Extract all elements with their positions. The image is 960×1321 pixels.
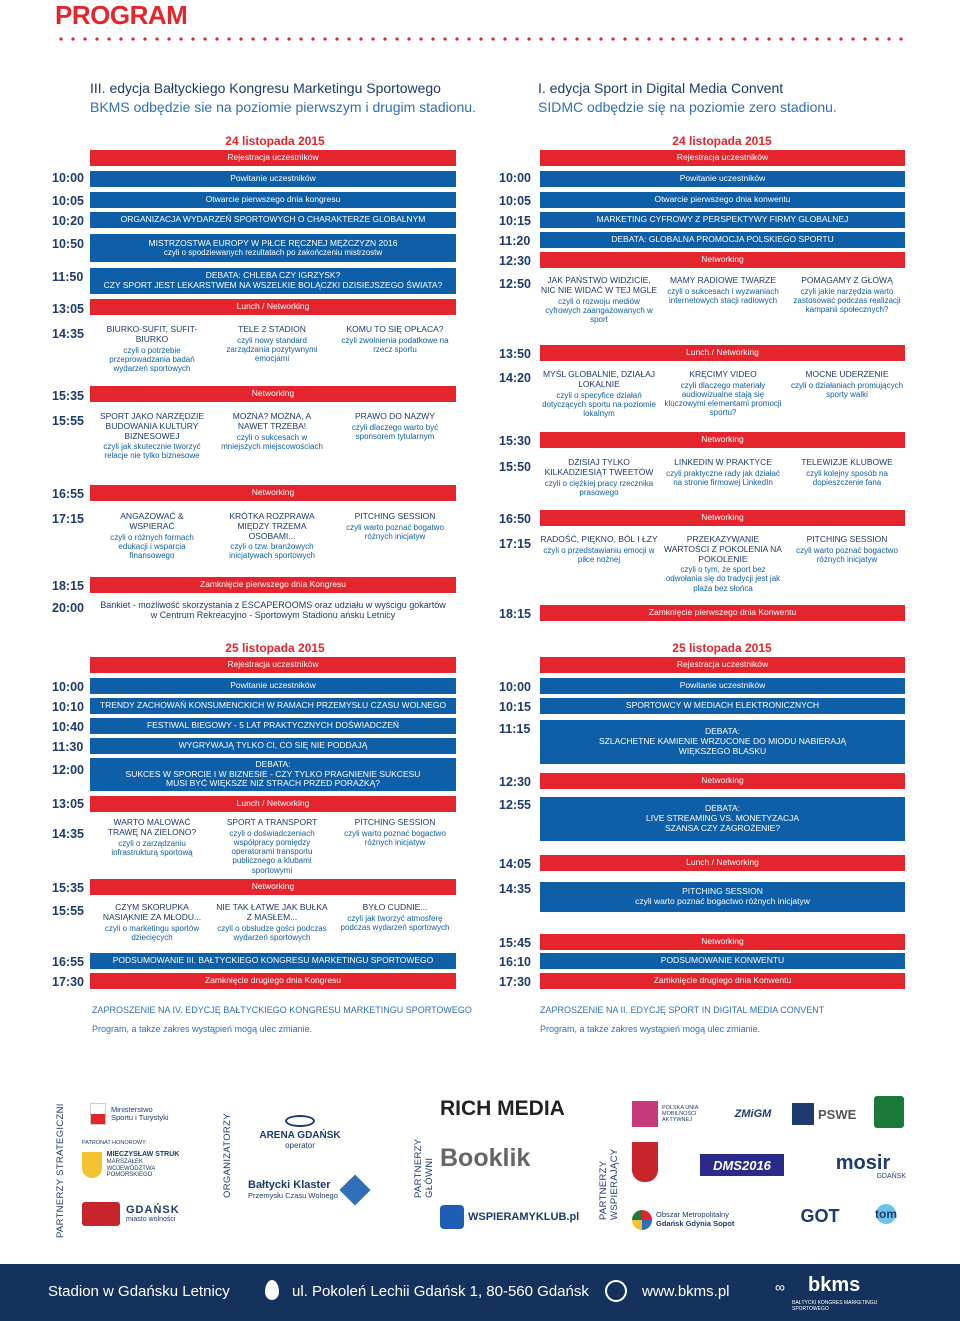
right-day1-s2c <box>788 370 906 399</box>
left-day1-s3a <box>98 512 206 560</box>
right-day1-s3b <box>664 458 782 487</box>
pswe-logo <box>792 1098 862 1130</box>
right-day1-s2b <box>664 370 782 418</box>
right-day1-networking1: Networking <box>540 252 905 268</box>
arena-icon <box>285 1115 315 1127</box>
session-desc: czyli praktyczne rady jak działać na stronie firmowej LinkedIn <box>666 468 780 487</box>
right-day1-s4c <box>788 535 906 564</box>
session-desc: czyli o obsłudze gości podczas wydarzeń sportowych <box>217 923 327 942</box>
left-day1-banquet: Bankiet - możliwość skorzystania z ESCAPEROOMS oraz udziału w wyścigu gokartów w Centrum Rekreacyjno - Sportowym Stadionu ańsku Letnicy <box>100 600 446 621</box>
right-day2-lunch: Lunch / Networking <box>540 855 905 871</box>
session-desc: czyli warto poznać bogactwo różnych inicjatyw <box>344 828 446 847</box>
right-day2-date: 25 listopada 2015 <box>672 641 772 655</box>
left-day1-s3b <box>218 512 326 561</box>
right-day1-s3c <box>788 458 906 487</box>
session-desc: czyli jakie narzędzia warto zastosować podczas realizacji kampanii społecznych? <box>793 286 901 315</box>
session-title: KOMU TO SIĘ OPŁACA? <box>346 324 444 334</box>
left-change-note: Program, a także zakres wystąpień mogą ulec zmianie. <box>92 1024 313 1034</box>
left-day2-trends: TRENDY ZACHOWAŃ KONSUMENCKICH W RAMACH PRZEMYSŁU CZASU WOLNEGO <box>90 698 456 714</box>
supporting-partners-label: PARTNERZY WSPIERAJĄCY <box>598 1148 620 1220</box>
right-day1-date: 24 listopada 2015 <box>672 134 772 148</box>
tom-logo: tom <box>866 1200 906 1228</box>
left-day1-networking1: Networking <box>90 386 456 402</box>
debate-line2: SUKCES W SPORCIE I W BIZNESIE - CZY TYLKO PRAGNIENIE SUKCESU <box>125 768 421 779</box>
left-day1-session-euro <box>90 234 456 262</box>
right-day2-debate1 <box>540 720 905 764</box>
booklik-logo: Booklik <box>440 1143 531 1172</box>
marshal-text <box>107 1151 192 1180</box>
debate-line2: SZLACHETNE KAMIENIE WRZUCONE DO MIODU NABIERAJĄ WIĘKSZEGO BLASKU <box>599 736 846 756</box>
left-day2-s2a <box>98 903 206 942</box>
left-day2-summary: PODSUMOWANIE III. BAŁTYCKIEGO KONGRESU MARKETINGU SPORTOWEGO <box>90 953 456 969</box>
right-day2-networking2: Networking <box>540 934 905 950</box>
left-day2-lunch: Lunch / Networking <box>90 796 456 812</box>
session-title: WARTO MALOWAĆ TRAWĘ NA ZIELONO? <box>107 817 197 837</box>
left-day1-registration: Rejestracja uczestników <box>90 150 456 166</box>
session-desc: czyli o sukcesach w mniejszych miejscowościach <box>221 432 323 451</box>
session-title: PRZEKAZYWANIE WARTOŚCI Z POKOLENIA NA POKOLENIE <box>664 534 782 564</box>
session-desc: czyli jak tworzyć atmosferę podczas wydarzeń sportowych <box>340 913 450 932</box>
runner-icon <box>440 1205 464 1229</box>
time: 14:35 <box>52 827 84 841</box>
left-day2-registration: Rejestracja uczestników <box>90 657 456 673</box>
session-desc: czyli o tym, że sport bez odwołania się do tradycji jest jak plaża bez słońca <box>665 565 781 593</box>
debate-line1: DEBATA: <box>704 803 741 814</box>
left-day1-opening: Otwarcie pierwszego dnia kongresu <box>90 192 456 208</box>
time: 12:30 <box>499 254 531 268</box>
patronat-label: PATRONAT HONOROWY: <box>82 1140 147 1146</box>
globe-icon <box>605 1280 627 1302</box>
right-day2-registration: Rejestracja uczestników <box>540 657 905 673</box>
marshal-region: WOJEWÓDZTWA POMORSKIEGO <box>106 1165 156 1179</box>
time: 10:15 <box>499 700 531 714</box>
flag-icon <box>90 1103 106 1125</box>
time: 16:10 <box>499 955 531 969</box>
session-desc: czyli o różnych formach edukacji i wsparcia finansowego <box>110 532 194 560</box>
time: 10:00 <box>52 680 84 694</box>
time: 16:55 <box>52 955 84 969</box>
left-day1-session-org: ORGANIZACJA WYDARZEŃ SPORTOWYCH O CHARAKTERZE GLOBALNYM <box>90 212 456 228</box>
time: 14:20 <box>499 371 531 385</box>
session-title: PITCHING SESSION <box>682 886 763 897</box>
session-desc: czyli zwolnienia podatkowe na rzecz sportu <box>341 335 449 354</box>
left-day1-networking2: Networking <box>90 485 456 501</box>
session-desc: czyli o ciężkiej pracy rzecznika prasowego <box>544 478 654 497</box>
ministry-name: Ministerstwo Sportu i Turystyki <box>111 1104 169 1122</box>
session-title: NIE TAK ŁATWE JAK BUŁKA Z MASŁEM... <box>216 902 328 922</box>
location-pin-icon <box>265 1280 279 1300</box>
marshal-name: MIECZYSŁAW STRUK <box>106 1150 180 1158</box>
wspieramyklub-name: WSPIERAMYKLUB.pl <box>468 1211 580 1223</box>
session-title: JAK PAŃSTWO WIDZICIE, NIC NIE WIDAĆ W TEJ MGLE <box>540 275 658 295</box>
right-change-note: Program, a także zakres wystąpień mogą ulec zmianie. <box>540 1024 761 1034</box>
time: 10:00 <box>499 171 531 185</box>
time: 10:40 <box>52 720 84 734</box>
session-desc: czyli o rozwoju mediów cyfrowych zaangażowanych w sport <box>545 296 653 324</box>
footer <box>0 1264 960 1321</box>
marshal-logo <box>82 1150 192 1180</box>
arena-gdansk-logo <box>250 1110 350 1154</box>
session-title: KRĘCIMY VIDEO <box>689 369 757 379</box>
left-day2-festival: FESTIWAL BIEGOWY - 5 LAT PRAKTYCZNYCH DOŚWIADCZEŃ <box>90 718 456 734</box>
time: 11:15 <box>499 722 531 736</box>
debate-line3: MUSI BYĆ WIĘKSZE NIŻ STRACH PRZED PORAŻKĄ? <box>166 778 380 789</box>
session-desc: czyli nowy standard zarządzania pozytywnymi emocjami <box>226 335 318 364</box>
time: 17:30 <box>499 975 531 989</box>
mosir-city: GDAŃSK <box>876 1172 906 1180</box>
page-title: PROGRAM <box>55 0 188 30</box>
left-day2-date: 25 listopada 2015 <box>225 641 325 655</box>
pumu-icon <box>632 1101 658 1127</box>
right-column-title: I. edycja Sport in Digital Media Convent <box>538 80 784 96</box>
time: 10:10 <box>52 700 84 714</box>
debate-line1: DEBATA: <box>255 758 291 769</box>
session-desc: czyli jak skutecznie tworzyć relacje nie tylko biznesowe <box>103 442 201 461</box>
time: 16:50 <box>499 512 531 526</box>
time: 17:15 <box>499 537 531 551</box>
gdansk-crest-icon <box>82 1202 120 1226</box>
left-day1-s1b <box>218 325 326 363</box>
session-title: PRAWO DO NAZWY <box>355 411 435 421</box>
right-day2-pitching <box>540 882 905 912</box>
time: 14:35 <box>499 882 531 896</box>
left-day1-s1c <box>336 325 454 354</box>
diamond-icon <box>339 1174 370 1205</box>
right-day2-summary: PODSUMOWANIE KONWENTU <box>540 953 905 969</box>
time: 10:15 <box>499 214 531 228</box>
wspieramyklub-logo <box>440 1202 580 1232</box>
left-day2-closing: Zamknięcie drugiego dnia Kongresu <box>90 973 456 989</box>
ministry-logo <box>90 1100 180 1128</box>
left-day2-s1b <box>214 818 330 875</box>
session-desc: czyli dlaczego materiały audiowizualne stają się kluczowymi elementami promocji sportu? <box>664 380 782 418</box>
session-desc: czyli o doświadczeniach współpracy pomiędzy operatorami transportu publicznego a klubami sportowymi <box>229 828 315 875</box>
right-day1-opening: Otwarcie pierwszego dnia konwentu <box>540 192 905 208</box>
pswe-icon <box>792 1103 814 1125</box>
time: 10:50 <box>52 237 84 251</box>
footer-address: ul. Pokoleń Lechii Gdańsk 1, 80-560 Gdańsk <box>292 1283 589 1300</box>
left-day1-s2c <box>336 412 454 441</box>
left-day2-s1c <box>336 818 454 847</box>
club-shield-icon <box>874 1096 904 1128</box>
footer-web[interactable]: www.bkms.pl <box>642 1283 730 1300</box>
session-title: LINKEDIN W PRAKTYCE <box>674 457 772 467</box>
left-day1-debate <box>90 268 456 294</box>
session-desc: czyli warto poznać bogactwo różnych inicjatyw <box>796 545 898 564</box>
time: 15:55 <box>52 414 84 428</box>
session-title: MISTRZOSTWA EUROPY W PIŁCE RĘCZNEJ MĘŻCZYZN 2016 <box>148 237 398 248</box>
left-day1-lunch: Lunch / Networking <box>90 299 456 315</box>
gdansk-tagline: miasto wolności <box>126 1216 176 1224</box>
left-day2-debate <box>90 758 456 791</box>
left-day2-s2b <box>214 903 330 942</box>
session-title: PITCHING SESSION <box>806 534 888 544</box>
session-title: BYŁO CUDNIE... <box>362 902 428 912</box>
time: 12:00 <box>52 763 84 777</box>
session-title: PITCHING SESSION <box>354 817 436 827</box>
session-title: SPORT A TRANSPORT <box>226 817 318 827</box>
time: 17:15 <box>52 512 84 526</box>
right-day1-closing: Zamknięcie pierwszego dnia Konwentu <box>540 605 905 621</box>
right-day1-networking3: Networking <box>540 510 905 526</box>
right-day1-s2a <box>540 370 658 418</box>
right-day1-s4a <box>540 535 658 564</box>
time: 14:35 <box>52 327 84 341</box>
session-desc: czyli o działaniach promujących sporty walki <box>790 380 904 399</box>
time: 12:50 <box>499 277 531 291</box>
session-desc: czyli o specyfice działań dotyczących sportu na poziomie lokalnym <box>542 390 656 418</box>
debate-line2: LIVE STREAMING VS. MONETYZACJA <box>645 813 800 824</box>
time: 11:20 <box>499 234 531 248</box>
time: 15:50 <box>499 460 531 474</box>
time: 12:55 <box>499 798 531 812</box>
session-title: MYŚL GLOBALNIE, DZIAŁAJ LOKALNIE <box>542 369 656 389</box>
left-day1-s1a <box>98 325 206 373</box>
session-title: PITCHING SESSION <box>354 511 436 521</box>
left-day2-winners: WYGRYWAJĄ TYLKO CI, CO SIĘ NIE PODDAJĄ <box>90 738 456 754</box>
right-day1-lunch: Lunch / Networking <box>540 345 905 361</box>
metropolis-icon <box>632 1210 652 1230</box>
right-day2-media: SPORTOWCY W MEDIACH ELEKTRONICZNYCH <box>540 698 905 714</box>
right-column-subtitle: SIDMC odbędzie się na poziomie zero stadionu. <box>538 99 837 115</box>
session-title: TELE 2 STADION <box>238 324 306 334</box>
time: 18:15 <box>499 607 531 621</box>
right-day1-welcome: Powitanie uczestników <box>540 171 905 187</box>
left-day1-date: 24 listopada 2015 <box>225 134 325 148</box>
footer-logo: bkms <box>808 1274 861 1296</box>
left-day2-s2c <box>336 903 454 932</box>
obszar-line1: Obszar Metropolitalny <box>656 1210 729 1220</box>
session-title: MOCNE UDERZENIE <box>805 369 889 379</box>
organizers-label: ORGANIZATORZY <box>222 1113 233 1198</box>
polska-unia-name: POLSKA UNIA MOBILNOŚCI AKTYWNEJ <box>662 1104 699 1124</box>
debate-line1: DEBATA: CHLEBA CZY IGRZYSK? <box>205 270 341 281</box>
right-day1-s1a <box>540 276 658 324</box>
marshal-role: MARSZAŁEK <box>106 1158 143 1165</box>
pswe-name: PSWE <box>818 1106 857 1122</box>
session-title: BIURKO-SUFIT, SUFIT-BIURKO <box>106 324 198 344</box>
right-invite-note: ZAPROSZENIE NA II. EDYCJĘ SPORT IN DIGITAL MEDIA CONVENT <box>540 1005 825 1015</box>
left-column-title: III. edycja Bałtyckiego Kongresu Marketingu Sportowego <box>90 80 441 96</box>
left-day1-s2a <box>98 412 206 461</box>
time: 11:30 <box>52 740 84 754</box>
session-desc: czyli dlaczego warto być sponsorem tytularnym <box>351 422 439 441</box>
dms2016-logo: DMS2016 <box>700 1154 784 1176</box>
left-day2-networking: Networking <box>90 879 456 895</box>
right-day1-session-mkt: MARKETING CYFROWY Z PERSPEKTYWY FIRMY GLOBALNEJ <box>540 212 905 228</box>
left-day2-welcome: Powitanie uczestników <box>90 678 456 694</box>
time: 10:20 <box>52 214 84 228</box>
rich-media-logo: RICH MEDIA <box>440 1097 565 1120</box>
mosir-name: mosir <box>835 1151 891 1174</box>
time: 15:35 <box>52 881 84 895</box>
right-day1-debate: DEBATA: GLOBALNA PROMOCJA POLSKIEGO SPORTU <box>540 232 905 248</box>
time: 13:05 <box>52 302 84 316</box>
time: 13:05 <box>52 797 84 811</box>
right-day2-closing: Zamknięcie drugiego dnia Konwentu <box>540 973 905 989</box>
left-day2-s1a <box>98 818 206 857</box>
time: 18:15 <box>52 579 84 593</box>
right-day1-s4b <box>664 535 782 593</box>
right-day1-registration: Rejestracja uczestników <box>540 150 905 166</box>
session-title: TELEWIZJE KLUBOWE <box>801 457 893 467</box>
obszar-text <box>656 1211 734 1228</box>
right-day2-welcome: Powitanie uczestników <box>540 678 905 694</box>
left-day1-s3c <box>336 512 454 541</box>
obszar-metropolitalny-logo <box>632 1206 752 1234</box>
gdansk-logo <box>82 1198 192 1230</box>
session-desc: czyli o zarządzaniu infrastrukturą sportową <box>111 838 193 857</box>
session-title: POMAGAMY Z GŁOWĄ <box>801 275 893 285</box>
right-day1-networking2: Networking <box>540 432 905 448</box>
left-day1-s2b <box>218 412 326 451</box>
session-title: RADOŚĆ, PIĘKNO, BÓL I ŁZY <box>540 534 658 544</box>
arena-name: ARENA GDAŃSK <box>259 1129 341 1141</box>
left-column-subtitle: BKMS odbędzie sie na poziomie pierwszym i drugim stadionu. <box>90 99 476 115</box>
time: 10:00 <box>52 171 84 185</box>
chain-icon: ∞ <box>775 1279 785 1295</box>
time: 15:35 <box>52 389 84 403</box>
strategic-partners-label: PARTNERZY STRATEGICZNI <box>55 1103 66 1238</box>
left-day1-welcome: Powitanie uczestników <box>90 171 456 187</box>
session-title: MAMY RADIOWE TWARZE <box>669 275 777 285</box>
dotted-divider <box>55 37 905 41</box>
obszar-line2: Gdańsk Gdynia Sopot <box>656 1219 735 1228</box>
time: 11:50 <box>52 270 84 284</box>
main-partners-label: PARTNERZY GŁÓWNI <box>413 1138 435 1198</box>
time: 10:05 <box>499 194 531 208</box>
klaster-text <box>248 1179 338 1200</box>
time: 15:55 <box>52 904 84 918</box>
coat-of-arms-icon <box>82 1152 102 1178</box>
polska-unia-logo <box>632 1098 712 1130</box>
session-desc: czyli warto poznać bogactwo różnych inicjatyw <box>635 896 810 906</box>
gdansk-shield-icon <box>632 1142 658 1182</box>
gdansk-text <box>126 1204 180 1224</box>
session-desc: czyli o przedstawianiu emocji w piłce nożnej <box>543 545 655 564</box>
session-desc: czyli o potrzebie przeprowadzania badań wydarzeń sportowych <box>109 345 195 373</box>
right-day1-s1c <box>788 276 906 314</box>
time: 15:30 <box>499 434 531 448</box>
time: 20:00 <box>52 601 84 615</box>
session-title: MOŻNA? MOŻNA, A NAWET TRZEBA! <box>232 411 312 431</box>
right-day1-s1b <box>664 276 782 305</box>
debate-line3: SZANSA CZY ZAGROŻENIE? <box>664 822 781 833</box>
klaster-sub: Przemysłu Czasu Wolnego <box>248 1191 338 1200</box>
debate-line2: CZY SPORT JEST LEKARSTWEM NA WSZELKIE BOLĄCZKI DZISIEJSZEGO ŚWIATA? <box>103 280 443 290</box>
zmigm-logo: ZMiGM <box>734 1108 772 1120</box>
right-day1-s3a <box>540 458 658 497</box>
session-desc: czyli kolejny sposób na dopieszczenie fana <box>806 468 888 487</box>
session-title: SPORT JAKO NARZĘDZIE BUDOWANIA KULTURY BIZNESOWEJ <box>99 411 205 441</box>
mosir-logo <box>820 1146 906 1186</box>
session-title: CZYM SKORUPKA NASIĄKNIE ZA MŁODU... <box>102 902 202 922</box>
klaster-name: Bałtycki Klaster <box>248 1179 331 1192</box>
session-desc: czyli warto poznać bogatwo różnych inicjatyw <box>346 522 444 541</box>
session-desc: czyli o sukcesach i wyzwaniach internetowych stacji radiowych <box>667 286 779 305</box>
gdansk-name: GDAŃSK <box>126 1204 180 1217</box>
session-title: DZISIAJ TYLKO KILKADZIESIĄT TWEETÓW <box>544 457 654 477</box>
session-desc: czyli o tzw. branżowych inicjatywach sportowych <box>229 542 315 561</box>
debate-line1: DEBATA: <box>704 726 741 737</box>
footer-logo-sub: BAŁTYCKI KONGRES MARKETINGU SPORTOWEGO <box>792 1300 878 1312</box>
session-title: ANGAŻOWAĆ & WSPIERAĆ <box>120 511 184 531</box>
left-day1-closing: Zamknięcie pierwszego dnia Kongresu <box>90 577 456 593</box>
time: 14:05 <box>499 857 531 871</box>
session-title: KRÓTKA ROZPRAWA MIĘDZY TRZEMA OSOBAMI... <box>229 511 315 541</box>
time: 15:45 <box>499 936 531 950</box>
arena-role: operator <box>285 1140 315 1150</box>
footer-venue: Stadion w Gdańsku Letnicy <box>48 1283 230 1300</box>
right-day2-networking1: Networking <box>540 773 905 789</box>
session-subtitle: czyli o spodziewanych rezultatach po zakończeniu mistrzostw <box>163 248 383 258</box>
time: 16:55 <box>52 487 84 501</box>
baltycki-klaster-logo <box>248 1170 388 1210</box>
session-desc: czyli o marketingu sportów dziecięcych <box>104 923 200 942</box>
time: 10:05 <box>52 194 84 208</box>
right-day2-debate2 <box>540 797 905 841</box>
time: 12:30 <box>499 775 531 789</box>
time: 17:30 <box>52 975 84 989</box>
got-logo: GOT <box>800 1205 840 1226</box>
left-invite-note: ZAPROSZENIE NA IV. EDYCJĘ BAŁTYCKIEGO KONGRESU MARKETINGU SPORTOWEGO <box>92 1005 472 1015</box>
time: 10:00 <box>499 680 531 694</box>
time: 13:50 <box>499 347 531 361</box>
